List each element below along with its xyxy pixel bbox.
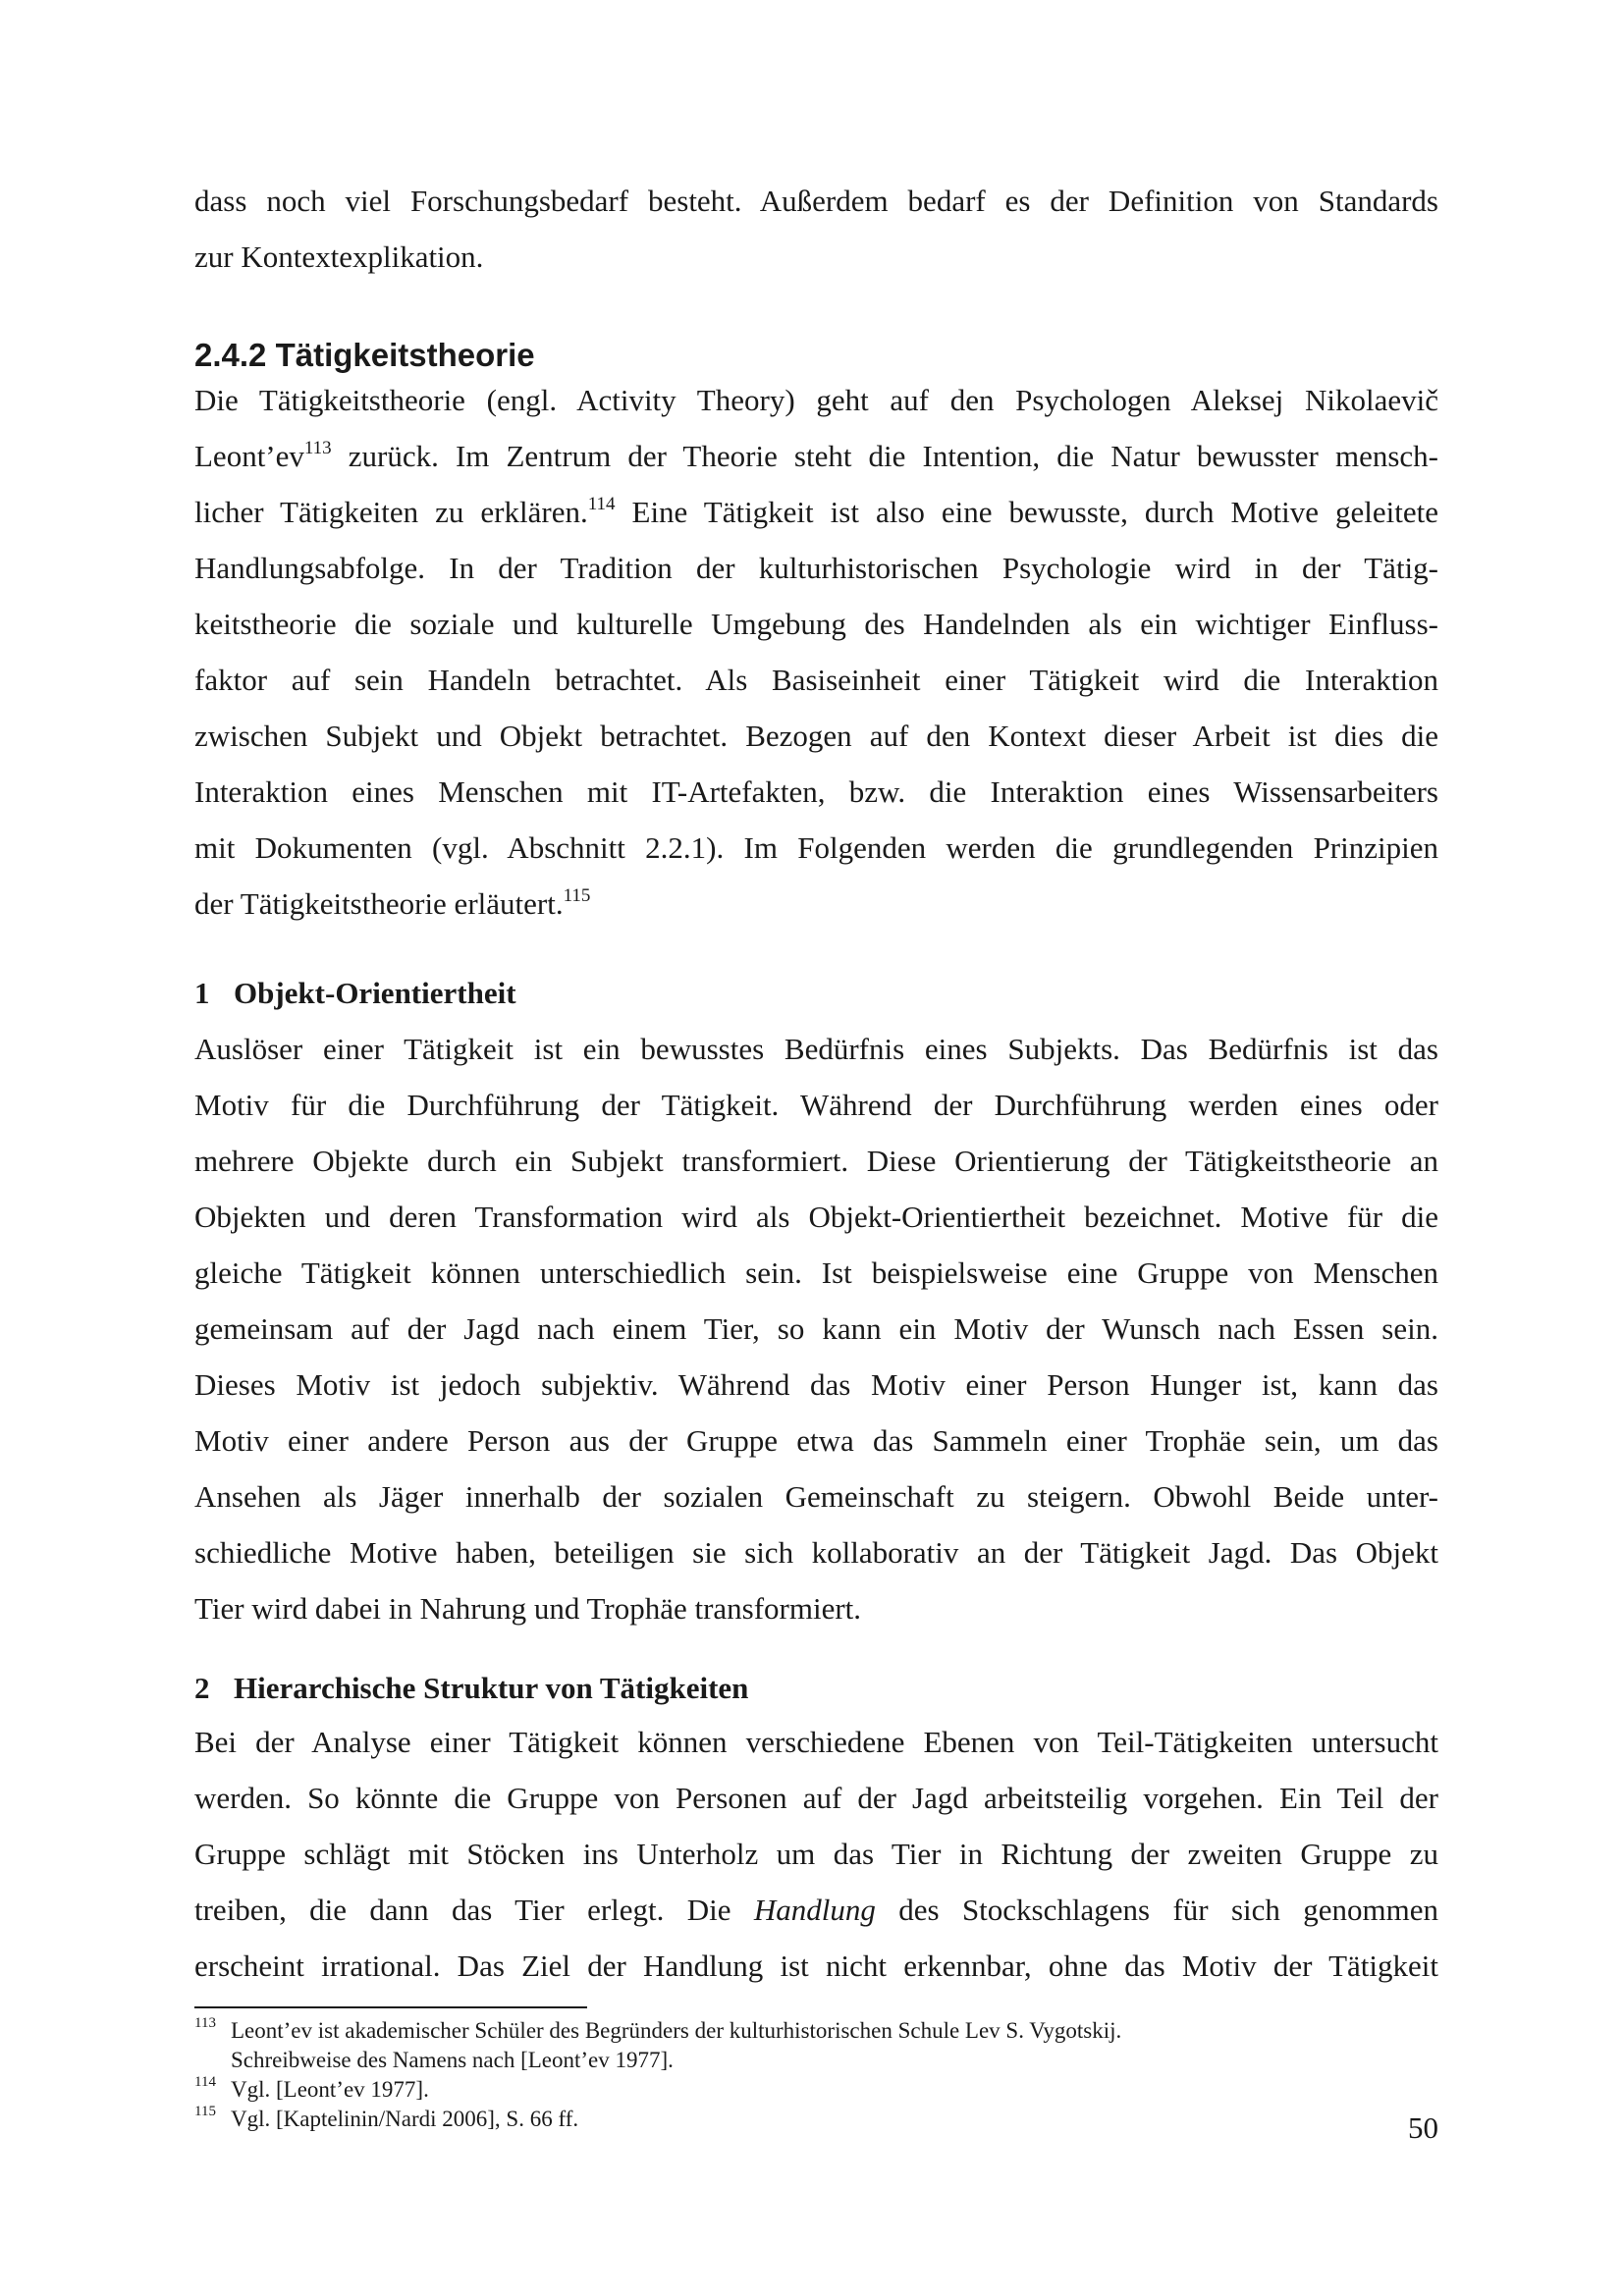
- text-line: Ansehen als Jäger innerhalb der sozialen Gemeinschaft zu steigern. Obwohl Beide unter-: [194, 1479, 1438, 1514]
- subsection-title: Hierarchische Struktur von Tätigkeiten: [234, 1671, 749, 1705]
- emphasis: Handlung: [753, 1893, 876, 1927]
- footnote-114: [194, 2075, 1438, 2105]
- text-line: Die Tätigkeitstheorie (engl. Activity Theory) geht auf den Psychologen Aleksej Nikolaevič: [194, 383, 1438, 417]
- subsection-heading-1: [194, 972, 516, 1015]
- subsection-heading-2: [194, 1667, 748, 1710]
- footnote-text: Schreibweise des Namens nach [Leont’ev 1977].: [231, 2048, 674, 2072]
- text-line: Auslöser einer Tätigkeit ist ein bewusstes Bedürfnis eines Subjekts. Das Bedürfnis ist das: [194, 1032, 1438, 1066]
- footnote-text: Leont’ev ist akademischer Schüler des Begründers der kulturhistorischen Schule Lev S. Vygotskij.: [231, 2018, 1122, 2043]
- footnote-ref-114: 114: [587, 494, 616, 514]
- footnotes: [194, 2016, 1438, 2134]
- text-line: schiedliche Motive haben, beteiligen sie sich kollaborativ an der Tätigkeit Jagd. Das Objekt: [194, 1535, 1438, 1570]
- footnote-ref-115: 115: [563, 885, 591, 906]
- text-line: [194, 876, 1438, 932]
- section-paragraph: [194, 372, 1438, 932]
- text-fragment: Eine Tätigkeit ist also eine bewusste, durch Motive geleitete: [615, 495, 1439, 529]
- text-fragment: licher Tätigkeiten zu erklären.: [194, 495, 588, 529]
- text-line: Motiv für die Durchführung der Tätigkeit. Während der Durchführung werden eines oder: [194, 1088, 1438, 1122]
- footnote-113: [194, 2016, 1438, 2075]
- section-heading: 2.4.2 Tätigkeitstheorie: [194, 337, 535, 373]
- text-fragment: des Stockschlagens für sich genommen: [875, 1893, 1438, 1927]
- text-line: Tier wird dabei in Nahrung und Trophäe transformiert.: [194, 1591, 862, 1626]
- text-line: [194, 484, 1438, 540]
- page-number: 50: [1408, 2110, 1438, 2145]
- text-line: Gruppe schlägt mit Stöcken ins Unterholz um das Tier in Richtung der zweiten Gruppe zu: [194, 1837, 1438, 1871]
- text-line: Motiv einer andere Person aus der Gruppe etwa das Sammeln einer Trophäe sein, um das: [194, 1423, 1438, 1458]
- subsection-title: Objekt-Orientiertheit: [234, 976, 516, 1010]
- text-line: Objekten und deren Transformation wird als Objekt-Orientiertheit bezeichnet. Motive für die: [194, 1200, 1438, 1234]
- text-line: werden. So könnte die Gruppe von Personen auf der Jagd arbeitsteilig vorgehen. Ein Teil der: [194, 1781, 1438, 1815]
- footnote-text: Vgl. [Leont’ev 1977].: [231, 2077, 429, 2102]
- subsection-number: 1: [194, 976, 210, 1010]
- text-line: zwischen Subjekt und Objekt betrachtet. Bezogen auf den Kontext dieser Arbeit ist dies die: [194, 719, 1438, 753]
- text-line: dass noch viel Forschungsbedarf besteht. Außerdem bedarf es der Definition von Standards: [194, 184, 1438, 218]
- subsection-1-paragraph: [194, 1021, 1438, 1636]
- footnote-divider: [194, 2006, 587, 2008]
- text-line: keitstheorie die soziale und kulturelle Umgebung des Handelnden als ein wichtiger Einfluss-: [194, 607, 1438, 641]
- text-fragment: der Tätigkeitstheorie erläutert.: [194, 886, 564, 921]
- subsection-number: 2: [194, 1671, 210, 1705]
- text-line: gemeinsam auf der Jagd nach einem Tier, so kann ein Motiv der Wunsch nach Essen sein.: [194, 1311, 1438, 1346]
- footnote-number: 113: [194, 2015, 216, 2031]
- text-line: [194, 428, 1438, 484]
- text-line: Interaktion eines Menschen mit IT-Artefakten, bzw. die Interaktion eines Wissensarbeiters: [194, 774, 1438, 809]
- text-line: Bei der Analyse einer Tätigkeit können verschiedene Ebenen von Teil-Tätigkeiten untersucht: [194, 1725, 1438, 1759]
- footnote-text: Vgl. [Kaptelinin/Nardi 2006], S. 66 ff.: [231, 2107, 579, 2131]
- text-line: mit Dokumenten (vgl. Abschnitt 2.2.1). Im Folgenden werden die grundlegenden Prinzipien: [194, 830, 1438, 865]
- text-line: faktor auf sein Handeln betrachtet. Als Basiseinheit einer Tätigkeit wird die Interaktion: [194, 663, 1438, 697]
- subsection-2-paragraph: [194, 1714, 1438, 1994]
- text-line: Dieses Motiv ist jedoch subjektiv. Während das Motiv einer Person Hunger ist, kann das: [194, 1367, 1438, 1402]
- text-fragment: Leont’ev: [194, 439, 304, 473]
- text-fragment: zurück. Im Zentrum der Theorie steht die Intention, die Natur bewusster mensch-: [331, 439, 1438, 473]
- footnote-115: [194, 2105, 1438, 2134]
- text-line: gleiche Tätigkeit können unterschiedlich sein. Ist beispielsweise eine Gruppe von Menschen: [194, 1255, 1438, 1290]
- footnote-number: 115: [194, 2104, 216, 2119]
- text-line: erscheint irrational. Das Ziel der Handlung ist nicht erkennbar, ohne das Motiv der Tätigkeit: [194, 1949, 1438, 1983]
- text-line: zur Kontextexplikation.: [194, 240, 484, 274]
- text-line: mehrere Objekte durch ein Subjekt transformiert. Diese Orientierung der Tätigkeitstheorie an: [194, 1144, 1438, 1178]
- text-fragment: treiben, die dann das Tier erlegt. Die: [194, 1893, 754, 1927]
- text-line: Handlungsabfolge. In der Tradition der kulturhistorischen Psychologie wird in der Tätig-: [194, 551, 1438, 585]
- footnote-number: 114: [194, 2074, 216, 2090]
- footnote-ref-113: 113: [303, 438, 332, 458]
- text-line: [194, 1882, 1438, 1938]
- intro-paragraph: [194, 173, 1438, 285]
